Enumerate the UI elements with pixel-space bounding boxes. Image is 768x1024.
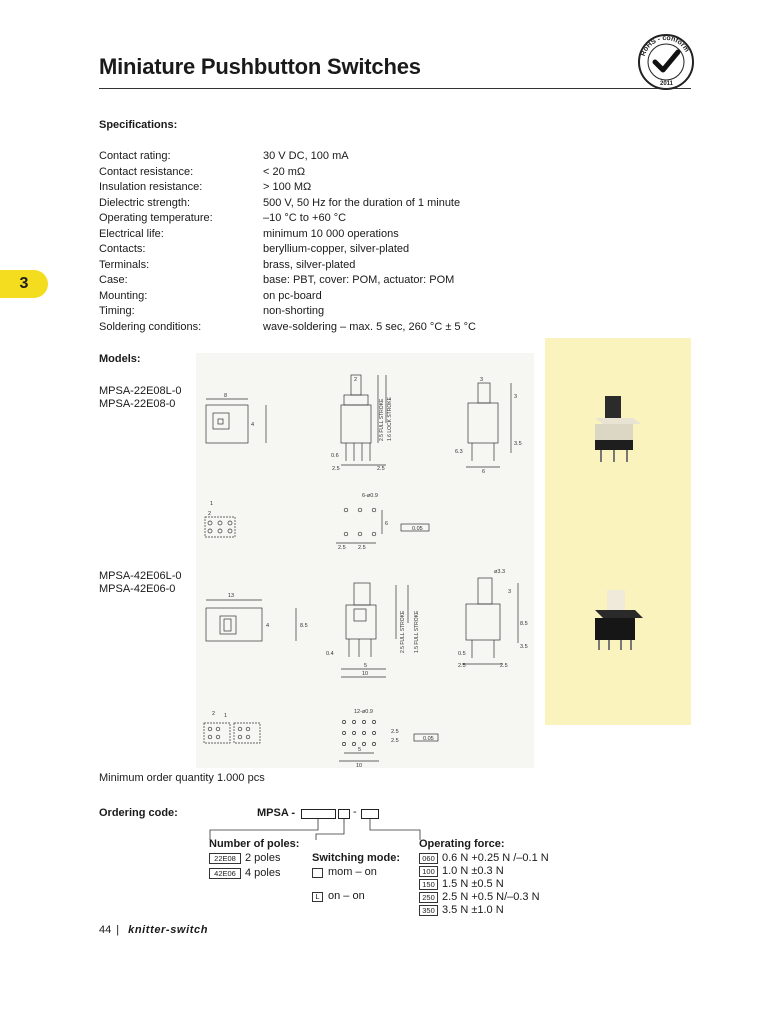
dim-label: 6 — [482, 469, 486, 475]
dim-label: 8.5 — [520, 621, 528, 627]
spec-value: < 20 mΩ — [263, 165, 306, 178]
spec-row — [99, 196, 539, 212]
spec-value: 500 V, 50 Hz for the duration of 1 minute — [263, 196, 461, 209]
dim-label: 13 — [228, 593, 235, 599]
poles-code: 42E06 — [209, 868, 241, 879]
schematic-drawing-1 — [205, 517, 235, 537]
spec-label: Contact rating: — [99, 150, 171, 162]
spec-label: Insulation resistance: — [99, 181, 203, 193]
brand-logo-text: knitter-switch — [128, 924, 209, 936]
min-order-text: Minimum order quantity 1.000 pcs — [99, 772, 265, 784]
switching-code — [312, 868, 323, 878]
model-name: MPSA-22E08L-0 — [99, 385, 182, 397]
dim-label: ø3.3 — [494, 569, 506, 575]
dim-label: 5 — [358, 747, 362, 753]
poles-text: 4 poles — [245, 867, 281, 879]
switching-text: mom – on — [328, 866, 377, 878]
dim-label: 2.5 — [458, 663, 466, 669]
poles-section — [209, 838, 299, 880]
page-title: Miniature Pushbutton Switches — [99, 54, 421, 79]
switching-option — [312, 866, 400, 879]
spec-value: minimum 10 000 operations — [263, 227, 399, 240]
title-rule — [99, 88, 691, 89]
poles-code: 22E08 — [209, 853, 241, 864]
dim-label: 2 — [354, 377, 358, 383]
specifications-heading: Specifications: — [99, 119, 178, 131]
dim-label: 5 — [364, 663, 368, 669]
force-heading: Operating force: — [419, 838, 505, 850]
models-heading: Models: — [99, 353, 141, 365]
switch-photo-2 — [595, 590, 643, 650]
spec-label: Contacts: — [99, 243, 146, 255]
footer-separator: | — [116, 924, 120, 936]
dim-label: 2.5 — [391, 729, 399, 735]
front-view-drawing-1 — [466, 383, 511, 467]
dim-label: 12-ø0.9 — [354, 709, 373, 715]
force-code: 350 — [419, 905, 438, 916]
code-dash: - — [353, 806, 357, 818]
stroke-label: 1.6 LOCK STROKE — [387, 397, 393, 441]
spec-row — [99, 289, 539, 305]
model-group-2 — [99, 570, 182, 596]
spec-row — [99, 227, 539, 243]
spec-row — [99, 304, 539, 320]
switching-heading: Switching mode: — [312, 852, 400, 864]
dim-label: 3.5 — [520, 644, 528, 650]
spec-value: non-shorting — [263, 305, 325, 317]
dim-label: 0.05 — [412, 526, 423, 532]
spec-label: Timing: — [99, 305, 135, 317]
dim-label: 2 — [212, 711, 216, 717]
spec-row — [99, 180, 539, 196]
dim-label: 2.5 — [377, 466, 385, 472]
dim-label: 0.5 — [458, 651, 466, 657]
stroke-label: 2.5 FULL STROKE — [379, 398, 385, 441]
force-section — [419, 838, 549, 917]
spec-value: wave-soldering – max. 5 sec, 260 °C ± 5 °C — [263, 320, 476, 333]
spec-value: > 100 MΩ — [263, 181, 312, 193]
spec-value: –10 °C to +60 °C — [263, 212, 347, 224]
spec-row — [99, 320, 539, 336]
force-text: 1.5 N ±0.5 N — [442, 878, 504, 890]
force-text: 1.0 N ±0.3 N — [442, 865, 504, 877]
force-option — [419, 878, 549, 891]
dim-label: 8.5 — [300, 623, 308, 629]
force-code: 250 — [419, 892, 438, 903]
spec-row — [99, 273, 539, 289]
force-text: 3.5 N ±1.0 N — [442, 904, 504, 916]
dim-label: 6.3 — [455, 449, 463, 455]
schematic-drawing-2 — [204, 723, 260, 743]
dim-label: 6 — [385, 521, 389, 527]
dim-label: 6-ø0.9 — [362, 493, 378, 499]
dim-label: 3 — [508, 589, 512, 595]
switching-text: on – on — [328, 890, 365, 902]
switching-code: L — [312, 892, 323, 902]
dim-label: 1 — [210, 501, 214, 507]
dim-label: 2.5 — [338, 545, 346, 551]
page-number: 44 — [99, 924, 112, 936]
dim-label: 0.4 — [326, 651, 334, 657]
ordering-code-label: Ordering code: — [99, 807, 178, 819]
poles-option — [209, 852, 299, 865]
spec-row — [99, 149, 539, 165]
spec-label: Operating temperature: — [99, 212, 213, 224]
dim-label: 4 — [266, 623, 270, 629]
poles-option — [209, 867, 299, 880]
spec-value: on pc-board — [263, 289, 322, 302]
force-option — [419, 891, 549, 904]
dim-label: 10 — [362, 671, 369, 677]
poles-text: 2 poles — [245, 852, 281, 864]
product-photos — [545, 338, 691, 725]
spec-value: base: PBT, cover: POM, actuator: POM — [263, 274, 455, 286]
force-code: 150 — [419, 879, 438, 890]
spec-list — [99, 149, 539, 335]
spec-label: Electrical life: — [99, 227, 164, 240]
dim-label: 3.5 — [514, 441, 522, 447]
spec-row — [99, 242, 539, 258]
technical-drawings — [196, 353, 534, 768]
spec-label: Dielectric strength: — [99, 196, 191, 209]
spec-row — [99, 258, 539, 274]
model-name: MPSA-22E08-0 — [99, 398, 176, 410]
chapter-tab[interactable]: 3 — [0, 270, 48, 298]
dim-label: 0.05 — [423, 736, 434, 742]
dim-label: 10 — [356, 763, 363, 768]
stroke-label: 2.5 FULL STROKE — [400, 610, 406, 653]
model-name: MPSA-42E06L-0 — [99, 570, 182, 582]
product-photo-panel — [545, 338, 691, 725]
spec-label: Contact resistance: — [99, 165, 194, 178]
dim-label: 2.5 — [332, 466, 340, 472]
model-name: MPSA-42E06-0 — [99, 583, 176, 595]
spec-row — [99, 165, 539, 181]
force-code: 060 — [419, 853, 438, 864]
dim-label: 2 — [208, 511, 212, 517]
dim-label: 0.6 — [331, 453, 339, 459]
svg-text:RoHS - conform: RoHS - conform — [639, 34, 691, 58]
dim-label: 4 — [251, 422, 255, 428]
dim-label: 1 — [224, 713, 228, 719]
spec-label: Mounting: — [99, 289, 148, 302]
ordering-code-prefix: MPSA - — [257, 807, 296, 819]
spec-label: Case: — [99, 274, 128, 286]
top-view-drawing-1 — [206, 399, 266, 443]
force-text: 0.6 N +0.25 N /–0.1 N — [442, 852, 549, 864]
spec-value: brass, silver-plated — [263, 258, 356, 271]
svg-text:2011: 2011 — [660, 81, 674, 87]
dim-label: 2.5 — [500, 663, 508, 669]
dim-label: 2.5 — [358, 545, 366, 551]
switch-photo-1 — [595, 396, 641, 462]
side-view-drawing-2 — [341, 583, 408, 677]
spec-label: Soldering conditions: — [99, 320, 202, 333]
top-view-drawing-2 — [206, 600, 296, 641]
poles-heading: Number of poles: — [209, 838, 300, 850]
rohs-badge — [636, 32, 696, 92]
dim-label: 2.5 — [391, 738, 399, 744]
dim-label: 8 — [224, 393, 228, 399]
force-option — [419, 852, 549, 865]
switching-option — [312, 890, 400, 903]
spec-value: beryllium-copper, silver-plated — [263, 243, 410, 255]
stroke-label: 1.5 FULL STROKE — [414, 610, 420, 653]
force-option — [419, 904, 549, 917]
switching-section — [312, 852, 400, 903]
force-code: 100 — [419, 866, 438, 877]
spec-label: Terminals: — [99, 258, 150, 271]
dim-label: 3 — [514, 394, 518, 400]
page-footer — [99, 924, 208, 936]
spec-value: 30 V DC, 100 mA — [263, 150, 349, 162]
force-text: 2.5 N +0.5 N/–0.3 N — [442, 891, 540, 903]
dim-label: 3 — [480, 377, 484, 383]
spec-row — [99, 211, 539, 227]
force-option — [419, 865, 549, 878]
model-group-1 — [99, 385, 182, 411]
